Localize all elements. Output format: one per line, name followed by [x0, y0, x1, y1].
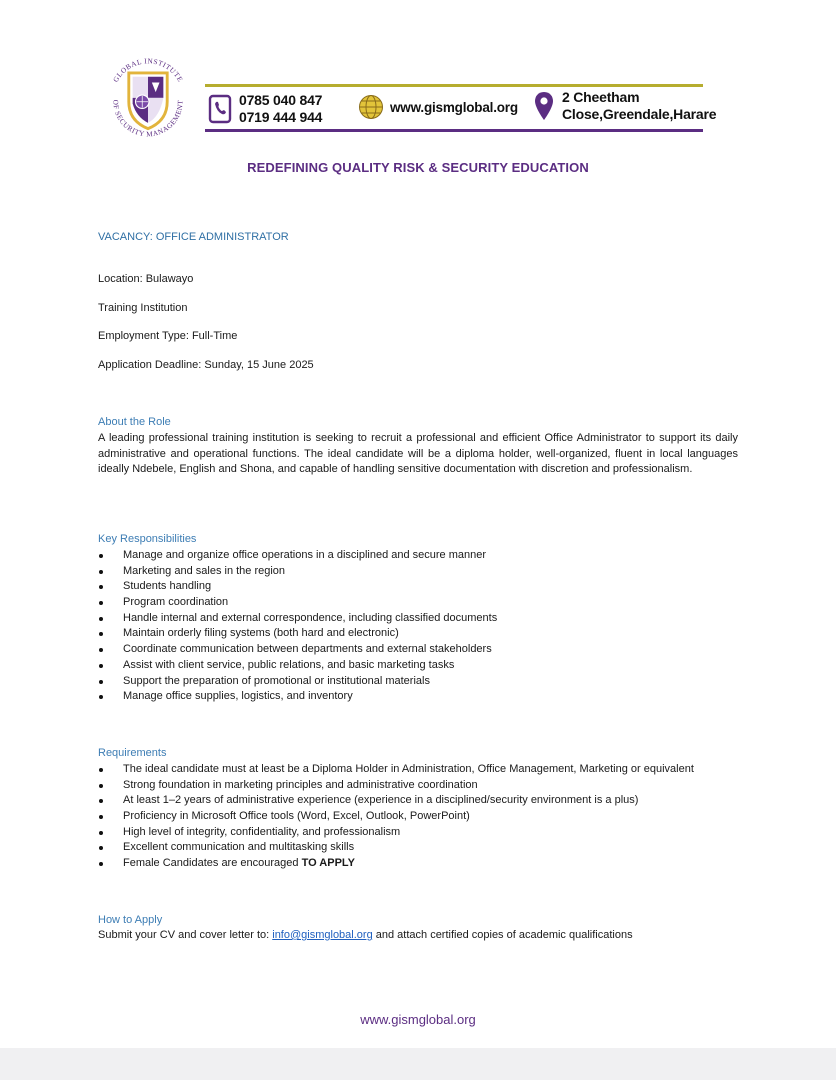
requirements-list — [98, 762, 694, 872]
email-link[interactable]: info@gismglobal.org — [272, 929, 373, 941]
logo-text-bottom: OF SECURITY MANAGEMENT — [111, 99, 185, 139]
list-item: Handle internal and external correspondence, including classified documents — [98, 611, 497, 627]
bullet-dot — [99, 617, 103, 621]
list-item: Assist with client service, public relations, and basic marketing tasks — [98, 658, 497, 674]
employment-type-line: Employment Type: Full-Time — [98, 330, 238, 342]
bullet-dot — [99, 768, 103, 772]
bullet-dot — [99, 664, 103, 668]
phone-number-2[interactable]: 0719 444 944 — [239, 109, 323, 125]
list-item: The ideal candidate must at least be a Diploma Holder in Administration, Office Management, Marketing or equivalent — [98, 762, 694, 778]
bullet-dot — [99, 831, 103, 835]
list-item: Female Candidates are encouraged TO APPLY — [98, 856, 694, 872]
responsibilities-heading: Key Responsibilities — [98, 533, 197, 545]
address-contact — [534, 89, 716, 123]
bullet-dot — [99, 846, 103, 850]
website-link[interactable]: www.gismglobal.org — [390, 99, 518, 115]
deadline-line: Application Deadline: Sunday, 15 June 2025 — [98, 359, 314, 371]
requirements-heading: Requirements — [98, 747, 167, 759]
phone-contact — [207, 92, 322, 126]
website-contact — [358, 94, 518, 120]
list-item: Excellent communication and multitasking skills — [98, 840, 694, 856]
bullet-dot — [99, 554, 103, 558]
list-item: Support the preparation of promotional or institutional materials — [98, 674, 497, 690]
phone-icon — [207, 94, 233, 124]
footer-website[interactable]: www.gismglobal.org — [360, 1012, 476, 1027]
tagline: REDEFINING QUALITY RISK & SECURITY EDUCATION — [247, 160, 589, 175]
phone-number-1[interactable]: 0785 040 847 — [239, 92, 323, 108]
responsibilities-list — [98, 548, 497, 705]
bullet-dot — [99, 784, 103, 788]
list-item: Strong foundation in marketing principles and administrative coordination — [98, 778, 694, 794]
bullet-dot — [99, 680, 103, 684]
list-item: Marketing and sales in the region — [98, 564, 497, 580]
globe-icon — [358, 94, 384, 120]
address-line-1: 2 Cheetham — [562, 89, 640, 105]
list-item: Manage and organize office operations in a disciplined and secure manner — [98, 548, 497, 564]
bullet-dot — [99, 862, 103, 866]
bullet-dot — [99, 815, 103, 819]
apply-instructions: Submit your CV and cover letter to: info@gismglobal.org and attach certified copies of academic qualifications — [98, 929, 633, 941]
to-apply-emphasis: TO APPLY — [301, 857, 355, 870]
header-rule-bottom — [205, 129, 703, 132]
how-to-apply-heading: How to Apply — [98, 914, 163, 926]
bullet-dot — [99, 632, 103, 636]
list-item: Manage office supplies, logistics, and inventory — [98, 689, 497, 705]
vacancy-title: VACANCY: OFFICE ADMINISTRATOR — [98, 231, 289, 243]
header-rule-top — [205, 84, 703, 87]
address-line-2: Close,Greendale,Harare — [562, 106, 717, 122]
list-item: Program coordination — [98, 595, 497, 611]
list-item: Maintain orderly filing systems (both hard and electronic) — [98, 626, 497, 642]
institute-logo — [100, 48, 196, 144]
about-paragraph: A leading professional training institution is seeking to recruit a professional and efficient Office Administrator to support its daily administrative and operational functions. The ideal candidate will be a diploma holder, well-organized, fluent in local languages ideally Ndebele, English and Shona, and capable of handling sensitive documentation with discretion and professionalism. — [98, 432, 738, 476]
bullet-dot — [99, 695, 103, 699]
list-item: Proficiency in Microsoft Office tools (Word, Excel, Outlook, PowerPoint) — [98, 809, 694, 825]
logo-text-top: GLOBAL INSTITUTE — [111, 57, 185, 84]
list-item: Coordinate communication between departments and external stakeholders — [98, 642, 497, 658]
viewer-bottom-band — [0, 1048, 836, 1080]
list-item: At least 1–2 years of administrative experience (experience in a disciplined/security environment is a plus) — [98, 793, 694, 809]
about-heading: About the Role — [98, 416, 171, 428]
bullet-dot — [99, 570, 103, 574]
list-item: High level of integrity, confidentiality, and professionalism — [98, 825, 694, 841]
bullet-dot — [99, 585, 103, 589]
location-pin-icon — [534, 91, 554, 121]
bullet-dot — [99, 648, 103, 652]
list-item: Students handling — [98, 579, 497, 595]
bullet-dot — [99, 601, 103, 605]
location-line: Location: Bulawayo — [98, 273, 194, 285]
institution-line: Training Institution — [98, 302, 188, 314]
bullet-dot — [99, 799, 103, 803]
